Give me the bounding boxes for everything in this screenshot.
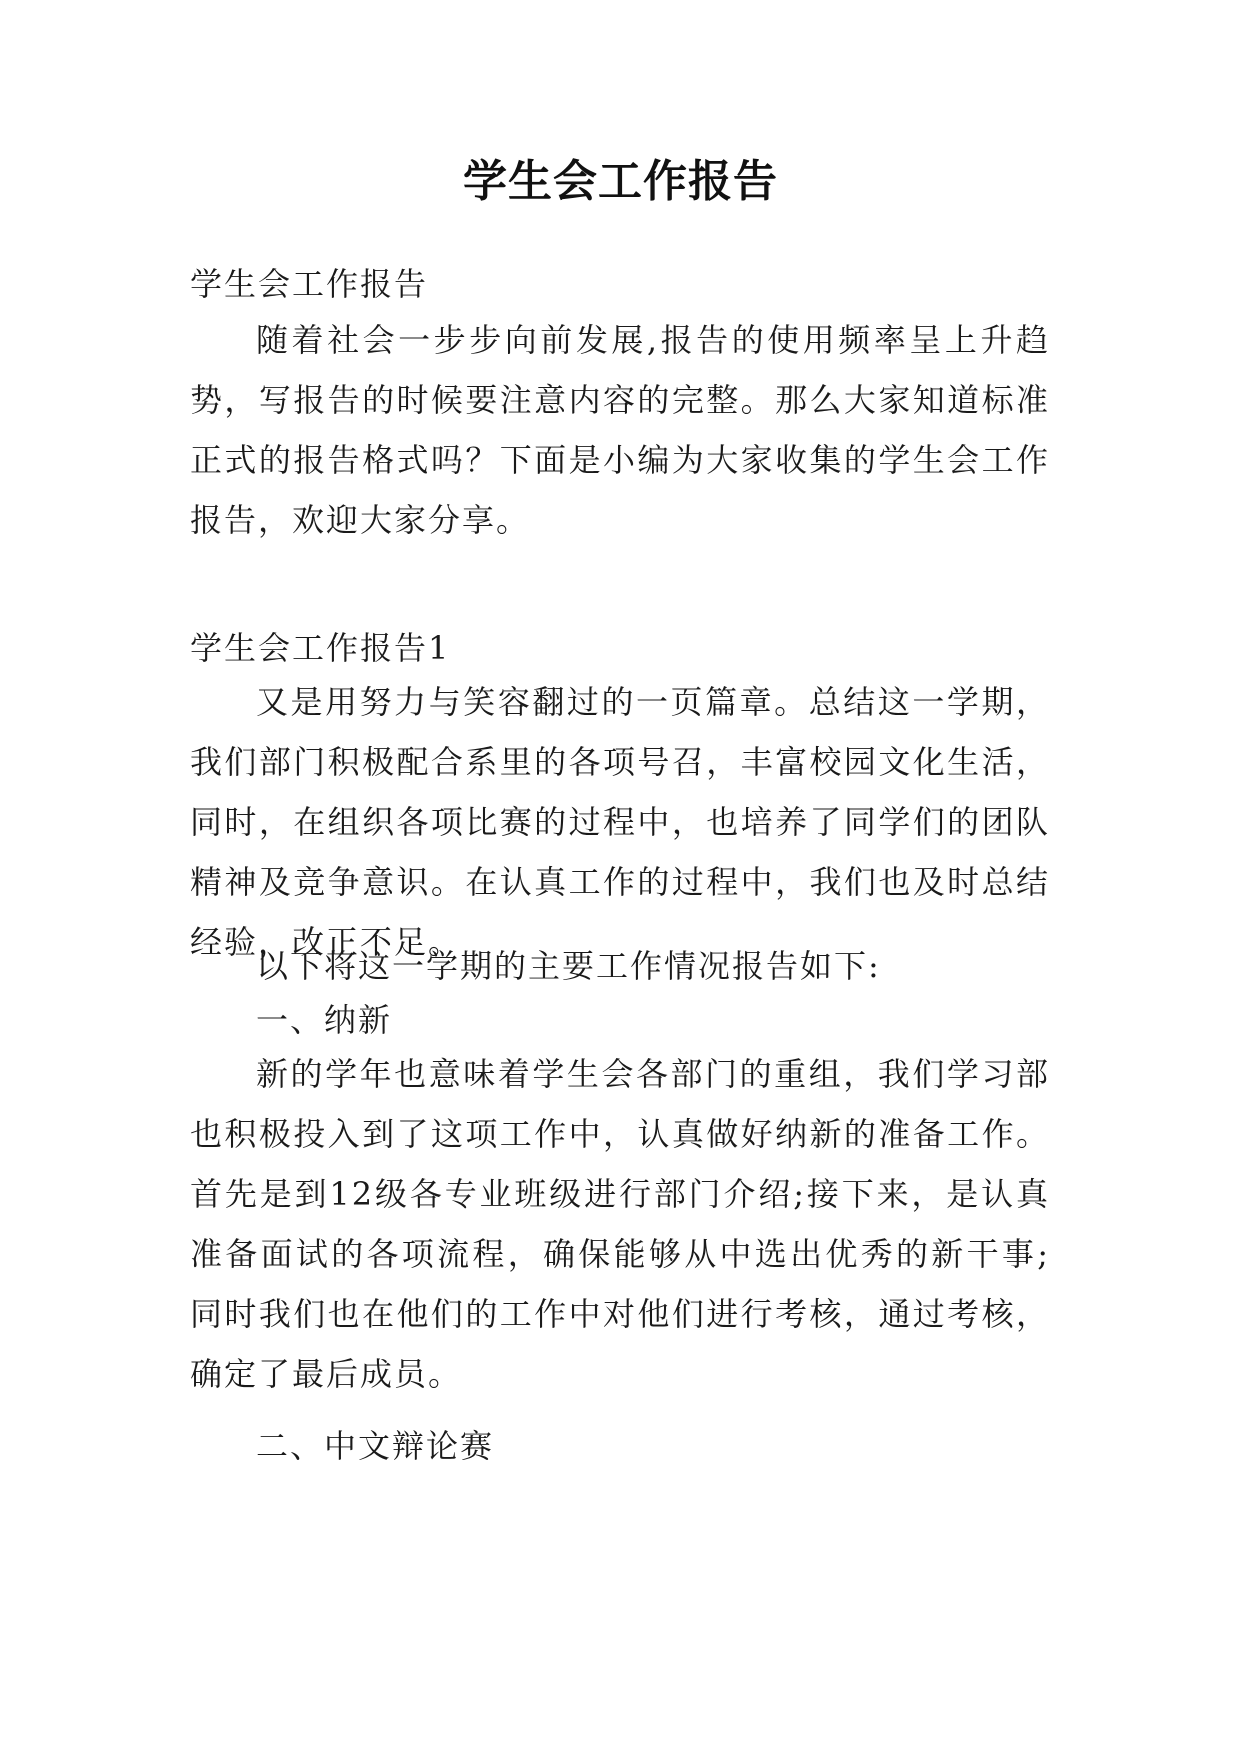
item-2-heading: 二、中文辩论赛 bbox=[256, 1427, 495, 1465]
paragraph-2: 以下将这一学期的主要工作情况报告如下: bbox=[256, 947, 881, 985]
intro-paragraph: 随着社会一步步向前发展,报告的使用频率呈上升趋势，写报告的时候要注意内容的完整。那么大家知道标准正式的报告格式吗？下面是小编为大家收集的学生会工作报告，欢迎大家分享。 bbox=[190, 321, 1050, 539]
item-1-heading: 一、纳新 bbox=[256, 1001, 393, 1039]
paragraph-3: 新的学年也意味着学生会各部门的重组，我们学习部也积极投入到了这项工作中，认真做好纳新的准备工作。首先是到12级各专业班级进行部门介绍;接下来，是认真准备面试的各项流程，确保能够从中选出优秀的新干事;同时我们也在他们的工作中对他们进行考核，通过考核，确定了最后成员。 bbox=[190, 1055, 1050, 1393]
subtitle-heading: 学生会工作报告 bbox=[190, 265, 429, 303]
paragraph-1: 又是用努力与笑容翻过的一页篇章。总结这一学期，我们部门积极配合系里的各项号召，丰富校园文化生活，同时，在组织各项比赛的过程中，也培养了同学们的团队精神及竞争意识。在认真工作的过程中，我们也及时总结经验，改正不足。 bbox=[190, 683, 1050, 961]
section-heading: 学生会工作报告1 bbox=[190, 629, 451, 667]
document-title: 学生会工作报告 bbox=[463, 156, 778, 207]
